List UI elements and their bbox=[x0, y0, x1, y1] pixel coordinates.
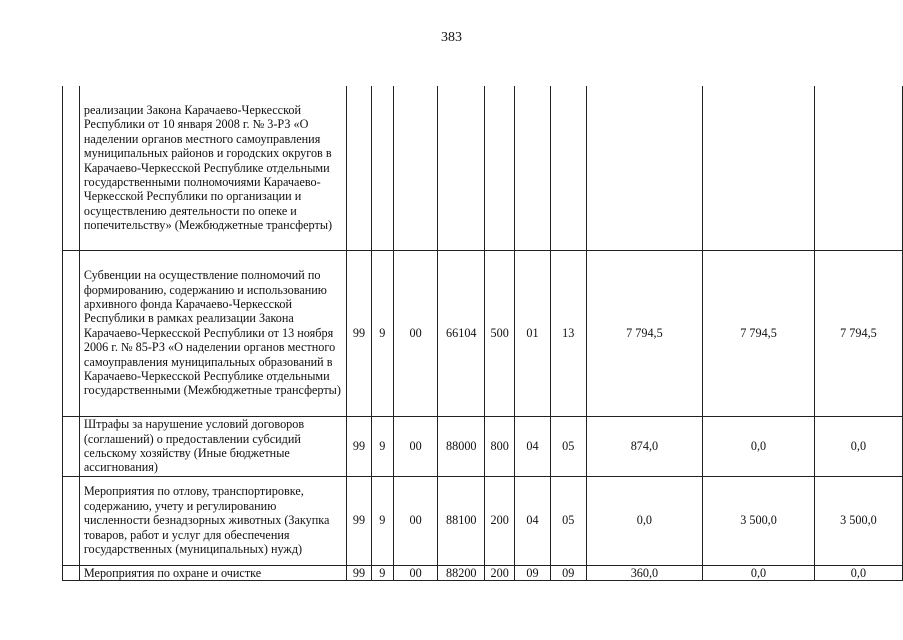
row-number-cell bbox=[63, 250, 80, 416]
code-program-cell: 99 bbox=[346, 476, 371, 565]
code-subprogram-cell bbox=[371, 86, 393, 250]
code-event-cell: 00 bbox=[393, 416, 438, 476]
subsection-cell: 13 bbox=[550, 250, 586, 416]
subsection-cell bbox=[550, 86, 586, 250]
code-event-cell: 00 bbox=[393, 565, 438, 580]
amount-year2-cell: 0,0 bbox=[703, 565, 815, 580]
code-direction-cell: 88200 bbox=[438, 565, 485, 580]
code-event-cell bbox=[393, 86, 438, 250]
code-program-cell: 99 bbox=[346, 565, 371, 580]
code-direction-cell: 88000 bbox=[438, 416, 485, 476]
section-cell: 04 bbox=[515, 416, 551, 476]
row-number-cell bbox=[63, 565, 80, 580]
table-row bbox=[63, 476, 903, 565]
code-direction-cell: 66104 bbox=[438, 250, 485, 416]
page-number: 383 bbox=[441, 30, 462, 45]
item-name-cell: Мероприятия по охране и очистке bbox=[79, 565, 346, 580]
table-row bbox=[63, 86, 903, 250]
item-name-cell: Субвенции на осуществление полномочий по формированию, содержанию и использованию архивного фонда Карачаево-Черкесской Республики в рамках реализации Закона Карачаево-Черкесской Республики от 13 ноября 2006 г. № 85-РЗ «О наделении органов местного самоуправления муниципальных образований в Карачаево-Черкесской Республике отдельными государственными (Межбюджетные трансферты) bbox=[79, 250, 346, 416]
code-event-cell: 00 bbox=[393, 250, 438, 416]
code-program-cell: 99 bbox=[346, 416, 371, 476]
amount-year2-cell bbox=[703, 86, 815, 250]
code-direction-cell: 88100 bbox=[438, 476, 485, 565]
expense-type-cell: 200 bbox=[485, 476, 515, 565]
section-cell: 09 bbox=[515, 565, 551, 580]
amount-year2-cell: 7 794,5 bbox=[703, 250, 815, 416]
code-subprogram-cell: 9 bbox=[371, 476, 393, 565]
amount-year3-cell bbox=[814, 86, 902, 250]
row-number-cell bbox=[63, 476, 80, 565]
amount-year3-cell: 0,0 bbox=[814, 416, 902, 476]
subsection-cell: 05 bbox=[550, 416, 586, 476]
code-subprogram-cell: 9 bbox=[371, 416, 393, 476]
amount-year3-cell: 3 500,0 bbox=[814, 476, 902, 565]
table-row bbox=[63, 416, 903, 476]
section-cell: 01 bbox=[515, 250, 551, 416]
code-event-cell: 00 bbox=[393, 476, 438, 565]
code-subprogram-cell: 9 bbox=[371, 250, 393, 416]
table-row bbox=[63, 565, 903, 580]
expense-type-cell bbox=[485, 86, 515, 250]
expense-type-cell: 800 bbox=[485, 416, 515, 476]
amount-year3-cell: 0,0 bbox=[814, 565, 902, 580]
item-name-cell: Мероприятия по отлову, транспортировке, содержанию, учету и регулированию численности безнадзорных животных (Закупка товаров, работ и услуг для обеспечения государственных (муниципальных) нужд) bbox=[79, 476, 346, 565]
subsection-cell: 09 bbox=[550, 565, 586, 580]
expense-type-cell: 200 bbox=[485, 565, 515, 580]
subsection-cell: 05 bbox=[550, 476, 586, 565]
section-cell: 04 bbox=[515, 476, 551, 565]
item-name-cell: Штрафы за нарушение условий договоров (соглашений) о предоставлении субсидий сельскому хозяйству (Иные бюджетные ассигнования) bbox=[79, 416, 346, 476]
amount-year2-cell: 3 500,0 bbox=[703, 476, 815, 565]
amount-year1-cell: 874,0 bbox=[586, 416, 703, 476]
code-subprogram-cell: 9 bbox=[371, 565, 393, 580]
code-direction-cell bbox=[438, 86, 485, 250]
section-cell bbox=[515, 86, 551, 250]
item-name-cell: реализации Закона Карачаево-Черкесской Республики от 10 января 2008 г. № 3-РЗ «О наделении органов местного самоуправления муниципальных районов и городских округов в Карачаево-Черкесской Республике отдельными государственными полномочиями Карачаево-Черкесской Республики по организации и осуществлению деятельности по опеке и попечительству» (Межбюджетные трансферты) bbox=[79, 86, 346, 250]
row-number-cell bbox=[63, 416, 80, 476]
code-program-cell bbox=[346, 86, 371, 250]
amount-year1-cell: 360,0 bbox=[586, 565, 703, 580]
code-program-cell: 99 bbox=[346, 250, 371, 416]
amount-year1-cell: 7 794,5 bbox=[586, 250, 703, 416]
amount-year2-cell: 0,0 bbox=[703, 416, 815, 476]
amount-year3-cell: 7 794,5 bbox=[814, 250, 902, 416]
amount-year1-cell bbox=[586, 86, 703, 250]
amount-year1-cell: 0,0 bbox=[586, 476, 703, 565]
expense-type-cell: 500 bbox=[485, 250, 515, 416]
table-row bbox=[63, 250, 903, 416]
budget-table bbox=[62, 86, 903, 581]
row-number-cell bbox=[63, 86, 80, 250]
